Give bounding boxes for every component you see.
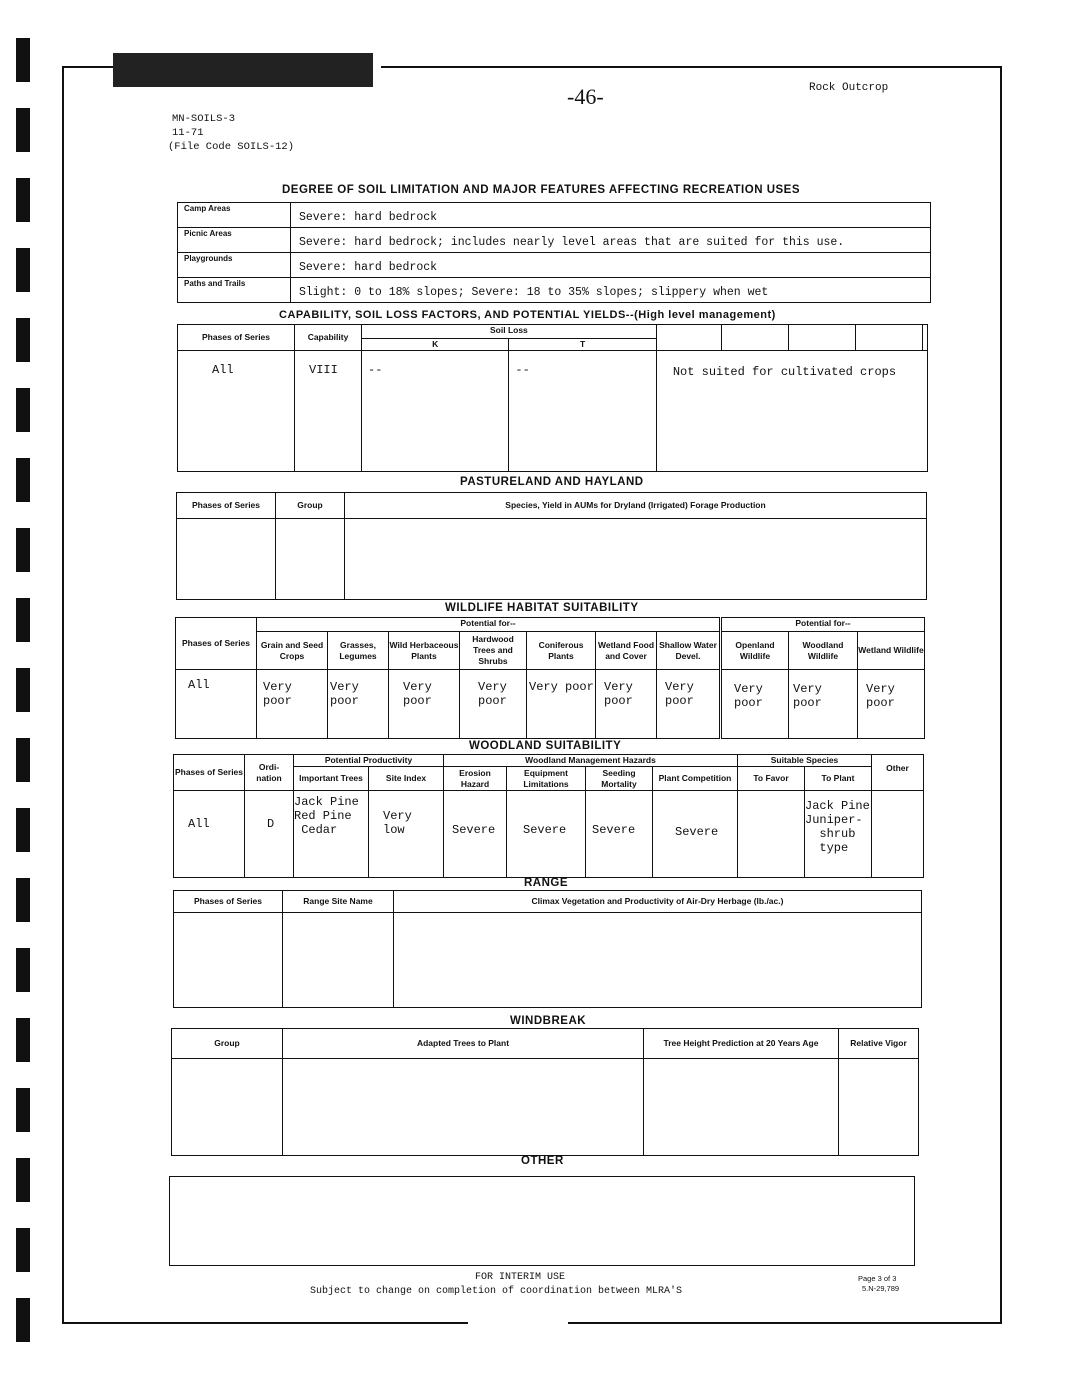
table-row	[178, 253, 931, 278]
col-header: K	[362, 339, 509, 351]
col-header: Soil Loss	[362, 325, 657, 339]
trees-cell: Jack Pine Red Pine Cedar	[294, 791, 369, 878]
phase-cell: All	[174, 791, 245, 878]
binder-mark	[16, 1158, 30, 1202]
binder-mark	[16, 668, 30, 712]
blank-cell	[283, 1059, 644, 1156]
row-value: Severe: hard bedrock	[291, 203, 931, 228]
col-header: Tree Height Prediction at 20 Years Age	[644, 1029, 839, 1059]
phase-cell: All	[176, 670, 257, 739]
col-header: Phases of Series	[176, 618, 257, 670]
wildlife-table	[175, 617, 925, 739]
rating-cell: Very poor	[789, 670, 858, 739]
blank-cell	[644, 1059, 839, 1156]
blank-cell	[872, 791, 924, 878]
blank-cell	[656, 325, 721, 351]
binder-mark	[16, 878, 30, 922]
hazard-cell: Severe	[444, 791, 507, 878]
col-header: Openland Wildlife	[721, 632, 789, 670]
rating-cell: Very poor	[328, 670, 389, 739]
row-value: Severe: hard bedrock	[291, 253, 931, 278]
binder-mark	[16, 388, 30, 432]
hazard-cell: Severe	[507, 791, 586, 878]
col-header: Group	[172, 1029, 283, 1059]
capability-cell: VIII	[295, 351, 362, 472]
col-header: Woodland Management Hazards	[444, 755, 738, 767]
binder-mark	[16, 1228, 30, 1272]
col-header: Wetland Food and Cover	[596, 632, 657, 670]
col-header: Seeding Mortality	[586, 767, 653, 791]
col-header: Wild Herbaceous Plants	[389, 632, 460, 670]
col-header: Potential Productivity	[294, 755, 444, 767]
binder-mark	[16, 1088, 30, 1132]
col-header: Relative Vigor	[839, 1029, 919, 1059]
col-header: Coniferous Plants	[527, 632, 596, 670]
binder-mark	[16, 458, 30, 502]
binder-mark	[16, 808, 30, 852]
rating-cell: Very poor	[527, 670, 596, 739]
rating-cell: Very poor	[460, 670, 527, 739]
blank-cell	[283, 913, 394, 1008]
col-header: Capability	[295, 325, 362, 351]
row-label: Camp Areas	[178, 203, 291, 228]
page-of: Page 3 of 3	[858, 1274, 897, 1283]
pasture-table	[176, 492, 927, 600]
col-header: Climax Vegetation and Productivity of Air-Dry Herbage (lb./ac.)	[394, 891, 922, 913]
form-id: MN-SOILS-3	[172, 113, 236, 125]
blank-cell	[276, 519, 345, 600]
blank-cell	[345, 519, 927, 600]
t-cell: --	[509, 351, 656, 472]
pasture-title: PASTURELAND AND HAYLAND	[460, 476, 644, 488]
wildlife-title: WILDLIFE HABITAT SUITABILITY	[445, 602, 639, 614]
col-header: T	[509, 339, 656, 351]
redaction-bar	[113, 53, 373, 87]
table-row	[178, 278, 931, 303]
col-header: To Favor	[738, 767, 805, 791]
table-row	[178, 228, 931, 253]
binder-mark	[16, 528, 30, 572]
col-header: Adapted Trees to Plant	[283, 1029, 644, 1059]
woodland-table	[173, 754, 924, 878]
col-header: Range Site Name	[283, 891, 394, 913]
windbreak-table	[171, 1028, 919, 1156]
col-header: Shallow Water Devel.	[657, 632, 721, 670]
row-label: Paths and Trails	[178, 278, 291, 303]
interim-note: FOR INTERIM USE	[475, 1272, 566, 1283]
k-cell: --	[362, 351, 509, 472]
rating-cell: Very poor	[858, 670, 925, 739]
hazard-cell: Severe	[586, 791, 653, 878]
other-box	[169, 1176, 915, 1266]
windbreak-title: WINDBREAK	[510, 1015, 587, 1027]
col-header: Site Index	[369, 767, 444, 791]
rating-cell: Very poor	[721, 670, 789, 739]
form-date: 11-71	[172, 127, 204, 139]
row-label: Playgrounds	[178, 253, 291, 278]
col-header: Hardwood Trees and Shrubs	[460, 632, 527, 670]
range-title: RANGE	[524, 877, 569, 889]
col-header: Potential for--	[721, 618, 925, 632]
blank-cell	[177, 519, 276, 600]
rating-cell: Very poor	[596, 670, 657, 739]
blank-cell	[855, 325, 922, 351]
table-row	[174, 791, 924, 878]
col-header: Plant Competition	[653, 767, 738, 791]
page-number: -46-	[567, 84, 604, 109]
blank-cell	[174, 913, 283, 1008]
col-header: Wetland Wildlife	[858, 632, 925, 670]
border-gap	[373, 60, 381, 74]
col-header: Grasses, Legumes	[328, 632, 389, 670]
col-header: Phases of Series	[174, 755, 245, 791]
binder-mark	[16, 178, 30, 222]
yield-note: Not suited for cultivated crops	[656, 351, 927, 472]
col-header: Phases of Series	[178, 325, 295, 351]
woodland-title: WOODLAND SUITABILITY	[469, 740, 622, 752]
form-code: 5.N-29,789	[862, 1284, 900, 1293]
blank-cell	[394, 913, 922, 1008]
row-value: Slight: 0 to 18% slopes; Severe: 18 to 35% slopes; slippery when wet	[291, 278, 931, 303]
rating-cell: Very poor	[389, 670, 460, 739]
table-row	[176, 670, 925, 739]
col-header: To Plant	[805, 767, 872, 791]
binder-mark	[16, 738, 30, 782]
recreation-table	[177, 202, 931, 303]
rating-cell: Very poor	[657, 670, 721, 739]
binder-mark	[16, 1298, 30, 1342]
subject-note: Subject to change on completion of coordination between MLRA'S	[310, 1286, 683, 1297]
binder-mark	[16, 38, 30, 82]
col-header: Other	[872, 755, 924, 791]
col-header: Equipment Limitations	[507, 767, 586, 791]
col-header: Woodland Wildlife	[789, 632, 858, 670]
binder-mark	[16, 248, 30, 292]
table-row	[178, 203, 931, 228]
to-favor-cell	[738, 791, 805, 878]
binder-mark	[16, 1018, 30, 1062]
site-index-cell: Very low	[369, 791, 444, 878]
blank-cell	[788, 325, 855, 351]
capability-title: CAPABILITY, SOIL LOSS FACTORS, AND POTENTIAL YIELDS--(High level management)	[279, 309, 776, 321]
col-header: Grain and Seed Crops	[257, 632, 328, 670]
col-header: Phases of Series	[177, 493, 276, 519]
col-header: Suitable Species	[738, 755, 872, 767]
file-code: (File Code SOILS-12)	[168, 141, 295, 153]
col-header: Potential for--	[257, 618, 721, 632]
binder-mark	[16, 318, 30, 362]
col-header: Species, Yield in AUMs for Dryland (Irrigated) Forage Production	[345, 493, 927, 519]
col-header: Phases of Series	[174, 891, 283, 913]
border-gap	[468, 1316, 568, 1330]
col-header: Erosion Hazard	[444, 767, 507, 791]
recreation-title: DEGREE OF SOIL LIMITATION AND MAJOR FEATURES AFFECTING RECREATION USES	[282, 184, 801, 196]
row-value: Severe: hard bedrock; includes nearly level areas that are suited for this use.	[291, 228, 931, 253]
phase-cell: All	[178, 351, 295, 472]
ordination-cell: D	[245, 791, 294, 878]
capability-table	[177, 324, 928, 472]
binder-mark	[16, 108, 30, 152]
blank-cell	[922, 325, 927, 351]
to-plant-cell: Jack Pine Juniper- shrub type	[805, 791, 872, 878]
hazard-cell: Severe	[653, 791, 738, 878]
row-label: Picnic Areas	[178, 228, 291, 253]
binder-mark	[16, 598, 30, 642]
blank-cell	[172, 1059, 283, 1156]
col-header: Important Trees	[294, 767, 369, 791]
rating-cell: Very poor	[257, 670, 328, 739]
blank-cell	[721, 325, 788, 351]
binder-mark	[16, 948, 30, 992]
col-header: Group	[276, 493, 345, 519]
col-header: Ordi- nation	[245, 755, 294, 791]
soil-name: Rock Outcrop	[809, 82, 889, 94]
blank-cell	[839, 1059, 919, 1156]
range-table	[173, 890, 922, 1008]
table-row	[178, 351, 928, 472]
other-title: OTHER	[521, 1155, 564, 1167]
